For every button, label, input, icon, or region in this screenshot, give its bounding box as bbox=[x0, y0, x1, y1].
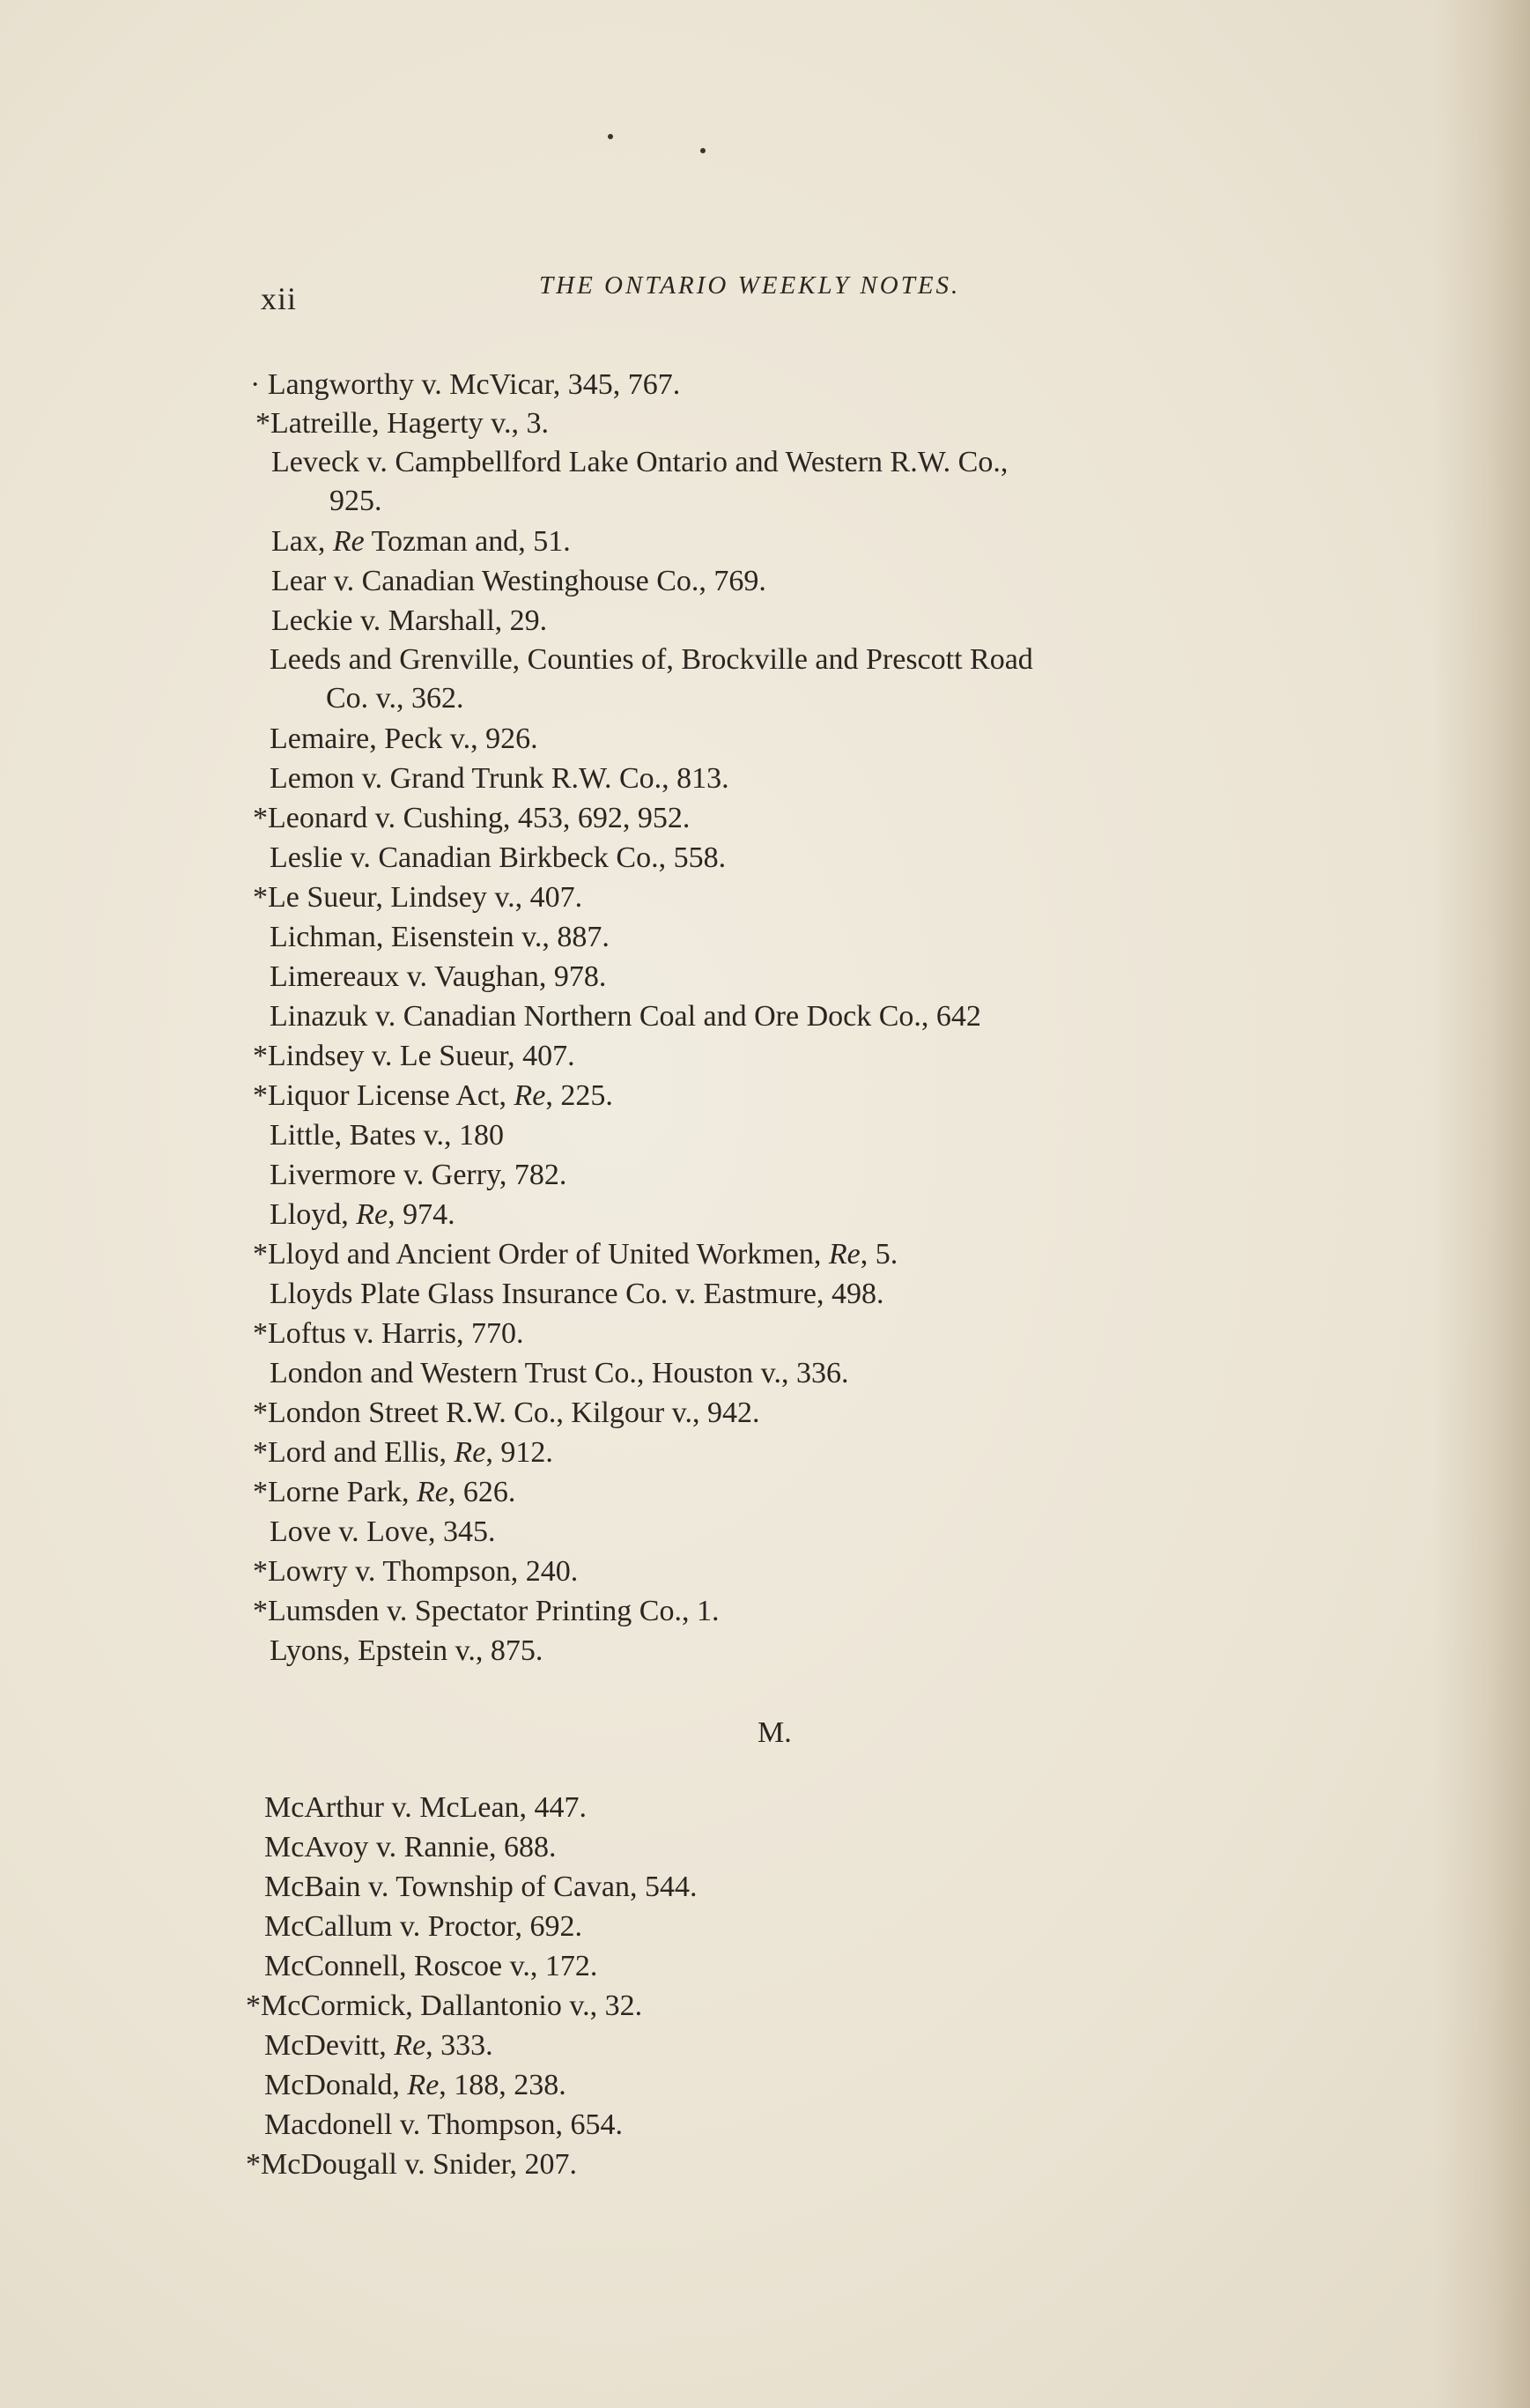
index-entry: McArthur v. McLean, 447. bbox=[264, 1791, 588, 1824]
index-entry-continuation: 925. bbox=[329, 485, 382, 517]
index-entry: Macdonell v. Thompson, 654. bbox=[264, 2108, 624, 2141]
index-entry: McDevitt, Re, 333. bbox=[264, 2029, 493, 2062]
index-entry: *Latreille, Hagerty v., 3. bbox=[255, 407, 549, 440]
page-gutter-shadow bbox=[1433, 0, 1530, 2408]
index-entry: Leveck v. Campbellford Lake Ontario and Western R.W. Co., bbox=[271, 446, 1009, 478]
index-entry: Lloyd, Re, 974. bbox=[270, 1198, 455, 1231]
index-entry: Little, Bates v., 180 bbox=[270, 1119, 504, 1152]
index-entry: McConnell, Roscoe v., 172. bbox=[264, 1950, 598, 1982]
index-entry: *McDougall v. Snider, 207. bbox=[246, 2148, 578, 2181]
index-entry: Leslie v. Canadian Birkbeck Co., 558. bbox=[270, 841, 727, 874]
index-entry: *Lorne Park, Re, 626. bbox=[253, 1476, 516, 1508]
index-entry: Lax, Re Tozman and, 51. bbox=[271, 525, 571, 558]
index-entry-continuation: Co. v., 362. bbox=[326, 682, 464, 715]
index-entry: London and Western Trust Co., Houston v., 336. bbox=[270, 1357, 849, 1389]
index-entry: *Lindsey v. Le Sueur, 407. bbox=[253, 1040, 575, 1072]
page-folio: xii bbox=[261, 281, 298, 316]
index-entry: Lichman, Eisenstein v., 887. bbox=[270, 921, 610, 953]
index-entry: *Lloyd and Ancient Order of United Workmen, Re, 5. bbox=[253, 1238, 898, 1271]
ink-speck bbox=[608, 134, 613, 139]
index-entry: McAvoy v. Rannie, 688. bbox=[264, 1831, 557, 1863]
index-entry: Lloyds Plate Glass Insurance Co. v. Eastmure, 498. bbox=[270, 1278, 884, 1310]
index-entry: *Leonard v. Cushing, 453, 692, 952. bbox=[253, 802, 691, 834]
index-entry: Leckie v. Marshall, 29. bbox=[271, 604, 548, 637]
index-entry: Linazuk v. Canadian Northern Coal and Ore Dock Co., 642 bbox=[270, 1000, 981, 1033]
index-entry: *Le Sueur, Lindsey v., 407. bbox=[253, 881, 583, 914]
index-entry: · Langworthy v. McVicar, 345, 767. bbox=[250, 368, 681, 401]
index-entry: Lemaire, Peck v., 926. bbox=[270, 722, 538, 755]
index-entry: Love v. Love, 345. bbox=[270, 1515, 496, 1548]
running-head: THE ONTARIO WEEKLY NOTES. bbox=[539, 271, 961, 300]
index-entry: *Liquor License Act, Re, 225. bbox=[253, 1079, 613, 1112]
index-entry: Lemon v. Grand Trunk R.W. Co., 813. bbox=[270, 762, 729, 795]
index-entry: *London Street R.W. Co., Kilgour v., 942. bbox=[253, 1397, 760, 1429]
index-entry: *McCormick, Dallantonio v., 32. bbox=[246, 1989, 643, 2022]
index-entry: *Lowry v. Thompson, 240. bbox=[253, 1555, 579, 1588]
index-entry: Limereaux v. Vaughan, 978. bbox=[270, 960, 607, 993]
index-entry: McCallum v. Proctor, 692. bbox=[264, 1910, 582, 1943]
index-entry: Lear v. Canadian Westinghouse Co., 769. bbox=[271, 565, 766, 597]
index-entry: *Lumsden v. Spectator Printing Co., 1. bbox=[253, 1595, 720, 1627]
index-entry: McBain v. Township of Cavan, 544. bbox=[264, 1871, 698, 1903]
section-heading-m: M. bbox=[758, 1716, 792, 1749]
index-entry: Leeds and Grenville, Counties of, Brockville and Prescott Road bbox=[270, 643, 1033, 676]
index-entry: *Loftus v. Harris, 770. bbox=[253, 1317, 524, 1350]
index-entry: Livermore v. Gerry, 782. bbox=[270, 1159, 567, 1191]
index-entry: Lyons, Epstein v., 875. bbox=[270, 1634, 543, 1667]
ink-speck bbox=[700, 148, 706, 153]
index-entry: *Lord and Ellis, Re, 912. bbox=[253, 1436, 553, 1469]
index-entry: McDonald, Re, 188, 238. bbox=[264, 2069, 566, 2101]
